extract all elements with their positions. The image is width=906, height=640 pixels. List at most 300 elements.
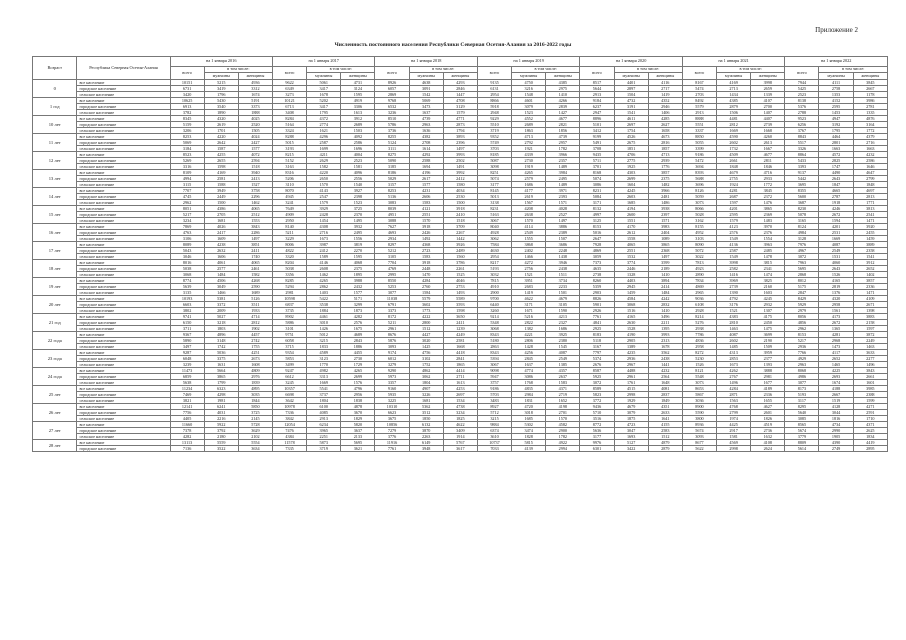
population-type-cell: городское население bbox=[77, 284, 170, 290]
value-cell: 5548 bbox=[682, 374, 716, 380]
value-cell: 5644 bbox=[580, 86, 614, 92]
value-cell: 1577 bbox=[341, 290, 375, 296]
value-cell: 3821 bbox=[170, 398, 204, 404]
value-cell: 4198 bbox=[546, 404, 580, 410]
value-cell: 1828 bbox=[512, 434, 546, 440]
value-cell: 3422 bbox=[614, 446, 648, 452]
value-cell: 3562 bbox=[648, 350, 682, 356]
value-cell: 8231 bbox=[477, 206, 511, 212]
value-cell: 8523 bbox=[170, 152, 204, 158]
value-cell: 2587 bbox=[717, 248, 751, 254]
value-cell: 1492 bbox=[409, 236, 443, 242]
value-cell: 8217 bbox=[477, 260, 511, 266]
value-cell: 2958 bbox=[682, 344, 716, 350]
value-cell: 1511 bbox=[546, 272, 580, 278]
value-cell: 1540 bbox=[341, 182, 375, 188]
value-cell: 1462 bbox=[238, 200, 272, 206]
value-cell: 2591 bbox=[853, 410, 887, 416]
value-cell: 4111 bbox=[819, 80, 853, 86]
value-cell: 8215 bbox=[272, 152, 306, 158]
value-cell: 2717 bbox=[648, 86, 682, 92]
value-cell: 1570 bbox=[307, 182, 341, 188]
value-cell: 3393 bbox=[785, 164, 819, 170]
value-cell: 3093 bbox=[375, 344, 409, 350]
value-cell: 1484 bbox=[648, 290, 682, 296]
value-cell: 2963 bbox=[409, 122, 443, 128]
value-cell: 2897 bbox=[614, 86, 648, 92]
value-cell: 2541 bbox=[853, 212, 887, 218]
value-cell: 2811 bbox=[751, 158, 785, 164]
population-type-cell: все население bbox=[77, 332, 170, 338]
value-cell: 8051 bbox=[170, 206, 204, 212]
value-cell: 9768 bbox=[375, 98, 409, 104]
value-cell: 1577 bbox=[238, 146, 272, 152]
value-cell: 5590 bbox=[682, 410, 716, 416]
value-cell: 4165 bbox=[614, 314, 648, 320]
value-cell: 2946 bbox=[648, 104, 682, 110]
value-cell: 8900 bbox=[682, 404, 716, 410]
value-cell: 3735 bbox=[272, 308, 306, 314]
value-cell: 5823 bbox=[580, 392, 614, 398]
value-cell: 1678 bbox=[648, 344, 682, 350]
value-cell: 4569 bbox=[717, 440, 751, 446]
value-cell: 2461 bbox=[238, 266, 272, 272]
value-cell: 5215 bbox=[204, 80, 238, 86]
value-cell: 9137 bbox=[785, 170, 819, 176]
value-cell: 2961 bbox=[614, 374, 648, 380]
value-cell: 9160 bbox=[375, 386, 409, 392]
value-cell: 2869 bbox=[375, 92, 409, 98]
value-cell: 2822 bbox=[512, 320, 546, 326]
value-cell: 4194 bbox=[614, 206, 648, 212]
value-cell: 4679 bbox=[614, 404, 648, 410]
value-cell: 5712 bbox=[477, 410, 511, 416]
table-row bbox=[33, 446, 888, 452]
age-cell: 21 год bbox=[33, 314, 77, 332]
women-header: женщины bbox=[751, 73, 785, 80]
value-cell: 5084 bbox=[580, 194, 614, 200]
value-cell: 9622 bbox=[272, 80, 306, 86]
value-cell: 5118 bbox=[580, 338, 614, 344]
value-cell: 8297 bbox=[375, 242, 409, 248]
value-cell: 4143 bbox=[307, 188, 341, 194]
value-cell: 8172 bbox=[375, 314, 409, 320]
value-cell: 3949 bbox=[204, 188, 238, 194]
value-cell: 4231 bbox=[409, 188, 443, 194]
value-cell: 1658 bbox=[648, 128, 682, 134]
value-cell: 4249 bbox=[443, 332, 477, 338]
value-cell: 2564 bbox=[648, 374, 682, 380]
value-cell: 2375 bbox=[341, 266, 375, 272]
value-cell: 1663 bbox=[853, 146, 887, 152]
value-cell: 3888 bbox=[751, 368, 785, 374]
value-cell: 4060 bbox=[819, 260, 853, 266]
value-cell: 4677 bbox=[751, 152, 785, 158]
value-cell: 2438 bbox=[648, 356, 682, 362]
value-cell: 2816 bbox=[648, 140, 682, 146]
value-cell: 11578 bbox=[272, 440, 306, 446]
value-cell: 2455 bbox=[853, 230, 887, 236]
value-cell: 2936 bbox=[614, 356, 648, 362]
value-cell: 4245 bbox=[614, 188, 648, 194]
value-cell: 4196 bbox=[409, 170, 443, 176]
value-cell: 2812 bbox=[238, 320, 272, 326]
value-cell: 8936 bbox=[682, 422, 716, 428]
value-cell: 3985 bbox=[853, 386, 887, 392]
value-cell: 4481 bbox=[717, 116, 751, 122]
value-cell: 6301 bbox=[580, 446, 614, 452]
value-cell: 4945 bbox=[272, 194, 306, 200]
population-type-cell: сельское население bbox=[77, 290, 170, 296]
value-cell: 1506 bbox=[717, 110, 751, 116]
value-cell: 5159 bbox=[170, 122, 204, 128]
value-cell: 1669 bbox=[717, 128, 751, 134]
population-type-cell: городское население bbox=[77, 356, 170, 362]
value-cell: 2581 bbox=[204, 176, 238, 182]
value-cell: 2617 bbox=[409, 176, 443, 182]
value-cell: 1579 bbox=[443, 110, 477, 116]
value-cell: 3610 bbox=[477, 434, 511, 440]
value-cell: 1328 bbox=[614, 272, 648, 278]
value-cell: 3106 bbox=[170, 236, 204, 242]
value-cell: 8145 bbox=[477, 188, 511, 194]
age-cell: 13 лет bbox=[33, 170, 77, 188]
value-cell: 3696 bbox=[682, 182, 716, 188]
value-cell: 5695 bbox=[785, 266, 819, 272]
value-cell: 7707 bbox=[170, 188, 204, 194]
value-cell: 5087 bbox=[477, 158, 511, 164]
value-cell: 5015 bbox=[272, 140, 306, 146]
value-cell: 1441 bbox=[648, 362, 682, 368]
value-cell: 1410 bbox=[546, 92, 580, 98]
value-cell: 4928 bbox=[477, 230, 511, 236]
year-header: на 1 января 2016 bbox=[170, 57, 272, 67]
value-cell: 1410 bbox=[648, 272, 682, 278]
value-cell: 3758 bbox=[238, 188, 272, 194]
value-cell: 4220 bbox=[307, 170, 341, 176]
value-cell: 4379 bbox=[853, 134, 887, 140]
population-type-cell: сельское население bbox=[77, 398, 170, 404]
age-cell: 14 лет bbox=[33, 188, 77, 206]
value-cell: 2368 bbox=[648, 248, 682, 254]
value-cell: 4253 bbox=[443, 386, 477, 392]
value-cell: 2531 bbox=[819, 230, 853, 236]
value-cell: 2613 bbox=[751, 140, 785, 146]
value-cell: 4589 bbox=[307, 350, 341, 356]
value-cell: 2449 bbox=[204, 194, 238, 200]
year-header: на 1 января 2020 bbox=[580, 57, 682, 67]
value-cell: 2133 bbox=[341, 434, 375, 440]
population-type-cell: городское население bbox=[77, 392, 170, 398]
value-cell: 5622 bbox=[682, 446, 716, 452]
value-cell: 5710 bbox=[580, 410, 614, 416]
value-cell: 4994 bbox=[170, 176, 204, 182]
value-cell: 2758 bbox=[819, 86, 853, 92]
value-cell: 3163 bbox=[272, 164, 306, 170]
value-cell: 4046 bbox=[443, 278, 477, 284]
value-cell: 5474 bbox=[682, 86, 716, 92]
value-cell: 3326 bbox=[785, 146, 819, 152]
value-cell: 3886 bbox=[546, 224, 580, 230]
value-cell: 2879 bbox=[648, 446, 682, 452]
value-cell: 2549 bbox=[512, 230, 546, 236]
value-cell: 2625 bbox=[853, 428, 887, 434]
value-cell: 4371 bbox=[546, 386, 580, 392]
value-cell: 2655 bbox=[204, 158, 238, 164]
value-cell: 4085 bbox=[307, 410, 341, 416]
value-cell: 1089 bbox=[648, 236, 682, 242]
population-type-cell: все население bbox=[77, 98, 170, 104]
value-cell: 2967 bbox=[614, 362, 648, 368]
value-cell: 1895 bbox=[341, 272, 375, 278]
value-cell: 3138 bbox=[477, 200, 511, 206]
men-header: мужчины bbox=[614, 73, 648, 80]
value-cell: 3128 bbox=[785, 236, 819, 242]
value-cell: 1579 bbox=[717, 218, 751, 224]
value-cell: 3068 bbox=[170, 272, 204, 278]
value-cell: 3356 bbox=[272, 272, 306, 278]
value-cell: 2375 bbox=[648, 176, 682, 182]
value-cell: 2602 bbox=[717, 338, 751, 344]
value-cell: 3313 bbox=[307, 374, 341, 380]
age-cell: 11 лет bbox=[33, 134, 77, 152]
value-cell: 3925 bbox=[546, 332, 580, 338]
value-cell: 2868 bbox=[785, 272, 819, 278]
value-cell: 2926 bbox=[580, 308, 614, 314]
age-cell: 15 лет bbox=[33, 206, 77, 224]
value-cell: 6603 bbox=[170, 302, 204, 308]
value-cell: 1545 bbox=[546, 344, 580, 350]
value-cell: 9214 bbox=[477, 314, 511, 320]
value-cell: 3782 bbox=[170, 110, 204, 116]
value-cell: 3987 bbox=[307, 242, 341, 248]
value-cell: 2995 bbox=[375, 272, 409, 278]
value-cell: 4213 bbox=[546, 314, 580, 320]
value-cell: 4647 bbox=[853, 170, 887, 176]
value-cell: 8056 bbox=[785, 314, 819, 320]
value-cell: 6150 bbox=[170, 320, 204, 326]
value-cell: 2699 bbox=[614, 176, 648, 182]
value-cell: 9700 bbox=[477, 296, 511, 302]
value-cell: 1561 bbox=[819, 308, 853, 314]
value-cell: 3516 bbox=[580, 416, 614, 422]
value-cell: 2396 bbox=[443, 140, 477, 146]
value-cell: 2676 bbox=[580, 362, 614, 368]
value-cell: 2632 bbox=[204, 248, 238, 254]
value-cell: 2523 bbox=[785, 92, 819, 98]
value-cell: 3825 bbox=[751, 278, 785, 284]
value-cell: 3123 bbox=[307, 356, 341, 362]
value-cell: 5376 bbox=[785, 104, 819, 110]
value-cell: 3216 bbox=[512, 86, 546, 92]
value-cell: 5078 bbox=[785, 212, 819, 218]
value-cell: 11660 bbox=[170, 422, 204, 428]
value-cell: 1570 bbox=[409, 218, 443, 224]
value-cell: 4878 bbox=[341, 404, 375, 410]
value-cell: 4519 bbox=[751, 422, 785, 428]
value-cell: 1525 bbox=[443, 272, 477, 278]
value-cell: 4716 bbox=[751, 170, 785, 176]
value-cell: 1846 bbox=[751, 164, 785, 170]
value-cell: 3067 bbox=[477, 362, 511, 368]
value-cell: 1495 bbox=[341, 218, 375, 224]
value-cell: 2633 bbox=[648, 410, 682, 416]
value-cell: 3621 bbox=[341, 446, 375, 452]
value-cell: 3192 bbox=[819, 122, 853, 128]
value-cell: 1570 bbox=[512, 218, 546, 224]
value-cell: 4677 bbox=[546, 116, 580, 122]
value-cell: 4526 bbox=[614, 134, 648, 140]
population-type-cell: сельское население bbox=[77, 236, 170, 242]
population-type-cell: все население bbox=[77, 206, 170, 212]
value-cell: 8006 bbox=[272, 242, 306, 248]
population-type-cell: все население bbox=[77, 314, 170, 320]
value-cell: 8070 bbox=[272, 188, 306, 194]
value-cell: 8230 bbox=[785, 206, 819, 212]
value-cell: 8550 bbox=[375, 278, 409, 284]
value-cell: 1856 bbox=[546, 128, 580, 134]
value-cell: 5381 bbox=[204, 296, 238, 302]
value-cell: 1549 bbox=[717, 254, 751, 260]
value-cell: 4173 bbox=[819, 314, 853, 320]
value-cell: 1677 bbox=[751, 380, 785, 386]
value-cell: 2819 bbox=[819, 284, 853, 290]
value-cell: 3725 bbox=[238, 410, 272, 416]
value-cell: 3734 bbox=[546, 278, 580, 284]
value-cell: 4072 bbox=[238, 152, 272, 158]
value-cell: 2799 bbox=[717, 410, 751, 416]
value-cell: 5820 bbox=[341, 422, 375, 428]
value-cell: 2905 bbox=[614, 338, 648, 344]
value-cell: 9199 bbox=[580, 134, 614, 140]
value-cell: 7834 bbox=[682, 278, 716, 284]
value-cell: 2661 bbox=[717, 158, 751, 164]
value-cell: 1699 bbox=[307, 146, 341, 152]
value-cell: 4835 bbox=[512, 386, 546, 392]
value-cell: 4108 bbox=[751, 440, 785, 446]
value-cell: 7797 bbox=[580, 350, 614, 356]
value-cell: 3593 bbox=[443, 302, 477, 308]
value-cell: 5175 bbox=[785, 284, 819, 290]
value-cell: 3079 bbox=[512, 104, 546, 110]
value-cell: 5472 bbox=[682, 158, 716, 164]
value-cell: 1438 bbox=[546, 254, 580, 260]
value-cell: 1541 bbox=[614, 110, 648, 116]
value-cell: 4268 bbox=[238, 278, 272, 284]
value-cell: 2481 bbox=[648, 194, 682, 200]
value-cell: 2799 bbox=[853, 176, 887, 182]
value-cell: 1929 bbox=[614, 398, 648, 404]
value-cell: 1632 bbox=[751, 434, 785, 440]
value-cell: 3792 bbox=[204, 428, 238, 434]
value-cell: 3694 bbox=[682, 164, 716, 170]
value-cell: 1641 bbox=[648, 416, 682, 422]
value-cell: 4189 bbox=[751, 386, 785, 392]
value-cell: 2767 bbox=[717, 374, 751, 380]
value-cell: 3993 bbox=[648, 332, 682, 338]
value-cell: 3963 bbox=[751, 242, 785, 248]
value-cell: 5013 bbox=[477, 194, 511, 200]
value-cell: 2925 bbox=[580, 326, 614, 332]
population-type-cell: городское население bbox=[77, 212, 170, 218]
value-cell: 2895 bbox=[853, 446, 887, 452]
value-cell: 1606 bbox=[204, 254, 238, 260]
value-cell: 9354 bbox=[272, 350, 306, 356]
value-cell: 1307 bbox=[751, 308, 785, 314]
population-type-cell: городское население bbox=[77, 410, 170, 416]
value-cell: 3819 bbox=[341, 242, 375, 248]
value-cell: 3883 bbox=[853, 314, 887, 320]
value-cell: 2551 bbox=[409, 212, 443, 218]
value-cell: 3851 bbox=[238, 242, 272, 248]
value-cell: 2595 bbox=[717, 212, 751, 218]
value-cell: 1888 bbox=[238, 110, 272, 116]
value-cell: 10737 bbox=[477, 440, 511, 446]
value-cell: 3105 bbox=[546, 302, 580, 308]
value-cell: 2810 bbox=[717, 320, 751, 326]
value-cell: 4025 bbox=[238, 116, 272, 122]
value-cell: 5422 bbox=[307, 296, 341, 302]
value-cell: 1534 bbox=[443, 398, 477, 404]
population-type-cell: городское население bbox=[77, 338, 170, 344]
women-header: женщины bbox=[853, 73, 887, 80]
value-cell: 3496 bbox=[648, 314, 682, 320]
value-cell: 1796 bbox=[204, 92, 238, 98]
value-cell: 4256 bbox=[512, 350, 546, 356]
value-cell: 4572 bbox=[819, 152, 853, 158]
value-cell: 2813 bbox=[853, 194, 887, 200]
value-cell: 2583 bbox=[648, 428, 682, 434]
value-cell: 5069 bbox=[409, 98, 443, 104]
value-cell: 2781 bbox=[853, 104, 887, 110]
value-cell: 1474 bbox=[751, 272, 785, 278]
value-cell: 2547 bbox=[307, 194, 341, 200]
value-cell: 2652 bbox=[853, 266, 887, 272]
value-cell: 5579 bbox=[409, 296, 443, 302]
value-cell: 2900 bbox=[546, 428, 580, 434]
value-cell: 2145 bbox=[238, 416, 272, 422]
value-cell: 5127 bbox=[614, 440, 648, 446]
value-cell: 8345 bbox=[170, 116, 204, 122]
value-cell: 1825 bbox=[443, 416, 477, 422]
value-cell: 2261 bbox=[443, 266, 477, 272]
value-cell: 2950 bbox=[272, 218, 306, 224]
value-cell: 2251 bbox=[307, 434, 341, 440]
value-cell: 4296 bbox=[307, 134, 341, 140]
value-cell: 4065 bbox=[238, 206, 272, 212]
value-cell: 4220 bbox=[204, 134, 238, 140]
value-cell: 3992 bbox=[443, 170, 477, 176]
value-cell: 1848 bbox=[717, 164, 751, 170]
value-cell: 1493 bbox=[443, 290, 477, 296]
value-cell: 1518 bbox=[238, 164, 272, 170]
value-cell: 5640 bbox=[785, 410, 819, 416]
value-cell: 4986 bbox=[785, 374, 819, 380]
value-cell: 1507 bbox=[546, 236, 580, 242]
value-cell: 5012 bbox=[307, 332, 341, 338]
value-cell: 5600 bbox=[785, 194, 819, 200]
value-cell: 3675 bbox=[375, 416, 409, 422]
value-cell: 2233 bbox=[546, 284, 580, 290]
value-cell: 5074 bbox=[477, 176, 511, 182]
value-cell: 7976 bbox=[785, 242, 819, 248]
value-cell: 6612 bbox=[272, 374, 306, 380]
value-cell: 3191 bbox=[614, 104, 648, 110]
value-cell: 8888 bbox=[682, 116, 716, 122]
value-cell: 5551 bbox=[682, 122, 716, 128]
value-cell: 2711 bbox=[443, 374, 477, 380]
value-cell: 3845 bbox=[853, 80, 887, 86]
